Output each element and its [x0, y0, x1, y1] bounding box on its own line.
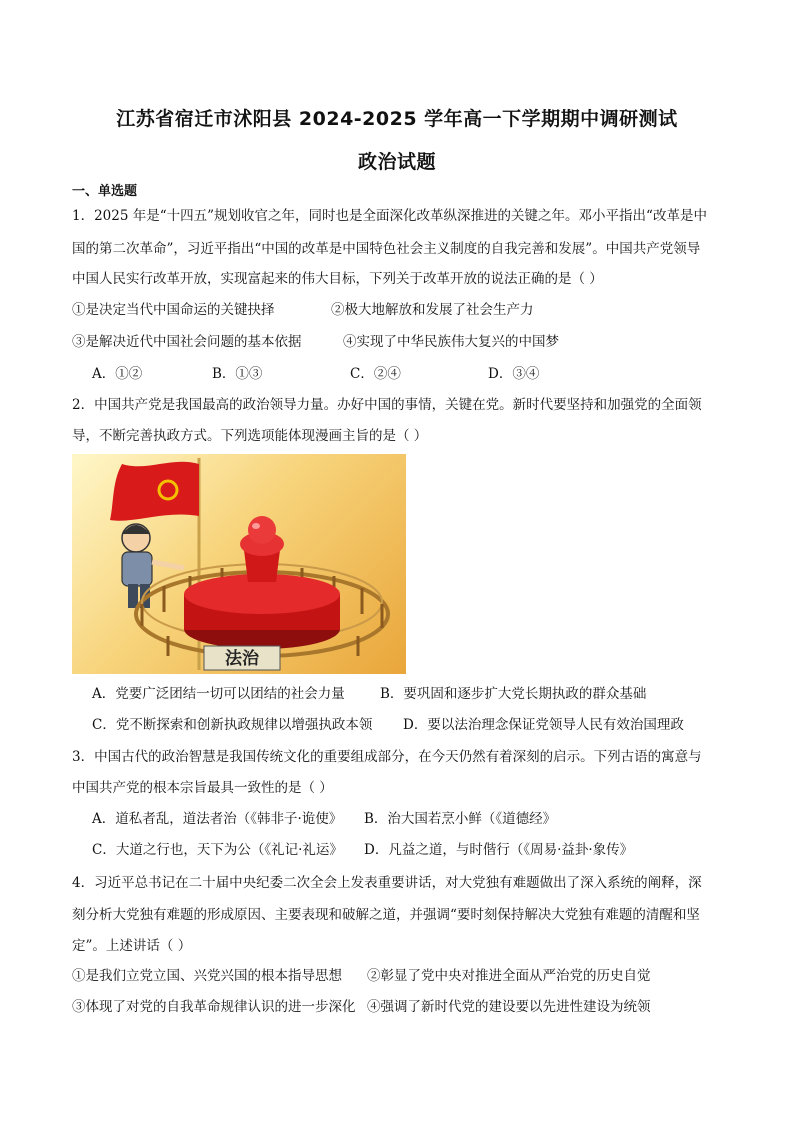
- q1-stem-line: 国的第二次革命”，习近平指出“中国的改革是中国特色社会主义制度的自我完善和发展”。中国共产党领导: [72, 241, 701, 257]
- q4-stem-line: 定”。上述讲话（ ）: [72, 938, 192, 954]
- q2-option-a[interactable]: A．党要广泛团结一切可以团结的社会力量: [92, 686, 345, 702]
- q1-item: ①是决定当代中国命运的关键抉择: [72, 302, 275, 318]
- q1-option-d[interactable]: D．③④: [488, 366, 540, 382]
- q4-item: ②彰显了党中央对推进全面从严治党的历史自觉: [367, 968, 651, 984]
- q4-item: ①是我们立党立国、兴党兴国的根本指导思想: [72, 968, 342, 984]
- q4-item: ④强调了新时代党的建设要以先进性建设为统领: [367, 999, 651, 1015]
- q3-option-b[interactable]: B．治大国若烹小鲜（《道德经》: [364, 811, 557, 827]
- page-title: 江苏省宿迁市沭阳县 2024-2025 学年高一下学期期中调研测试: [116, 108, 678, 130]
- q3-stem-line: 中国共产党的根本宗旨最具一致性的是（ ）: [72, 780, 333, 796]
- section-heading: 一、单选题: [72, 184, 138, 199]
- q4-stem-line: 4．习近平总书记在二十届中央纪委二次全会上发表重要讲话，对大党独有难题做出了深入系统的阐释，深: [72, 875, 702, 891]
- q2-option-c[interactable]: C．党不断探索和创新执政规律以增强执政本领: [92, 717, 373, 733]
- q1-option-b[interactable]: B．①③: [212, 366, 263, 382]
- q3-option-c[interactable]: C．大道之行也，天下为公（《礼记·礼运》: [92, 842, 343, 858]
- q1-option-a[interactable]: A．①②: [92, 366, 143, 382]
- q1-item: ②极大地解放和发展了社会生产力: [331, 302, 534, 318]
- q4-stem-line: 刻分析大党独有难题的形成原因、主要表现和破解之道，并强调“要时刻保持解决大党独有难题的清醒和坚: [72, 907, 700, 923]
- q3-option-a[interactable]: A．道私者乱，道法者治（《韩非子·诡使》: [92, 811, 343, 827]
- q1-stem-line: 1．2025 年是“十四五”规划收官之年，同时也是全面深化改革纵深推进的关键之年。邓小平指出“改革是中: [72, 208, 707, 224]
- q1-option-c[interactable]: C．②④: [350, 366, 401, 382]
- q2-stem-line: 导，不断完善执政方式。下列选项能体现漫画主旨的是（ ）: [72, 428, 428, 444]
- q2-stem-line: 2．中国共产党是我国最高的政治领导力量。办好中国的事情，关键在党。新时代要坚持和加强党的全面领: [72, 397, 702, 413]
- party-flag: [110, 462, 199, 521]
- cartoon-sign-label: 法治: [225, 649, 259, 669]
- q1-item: ③是解决近代中国社会问题的基本依据: [72, 334, 302, 350]
- page-subtitle: 政治试题: [357, 151, 436, 173]
- q2-option-d[interactable]: D．要以法治理念保证党领导人民有效治国理政: [403, 717, 684, 733]
- q2-option-b[interactable]: B．要巩固和逐步扩大党长期执政的群众基础: [380, 686, 647, 702]
- q1-item: ④实现了中华民族伟大复兴的中国梦: [343, 334, 559, 350]
- q1-stem-line: 中国人民实行改革开放，实现富起来的伟大目标，下列关于改革开放的说法正确的是（ ）: [72, 271, 603, 287]
- q3-stem-line: 3．中国古代的政治智慧是我国传统文化的重要组成部分，在今天仍然有着深刻的启示。下列古语的寓意与: [72, 749, 702, 765]
- q4-item: ③体现了对党的自我革命规律认识的进一步深化: [72, 999, 356, 1015]
- cartoon-image: [72, 454, 406, 674]
- q3-option-d[interactable]: D．凡益之道，与时偕行（《周易·益卦·象传》: [364, 842, 634, 858]
